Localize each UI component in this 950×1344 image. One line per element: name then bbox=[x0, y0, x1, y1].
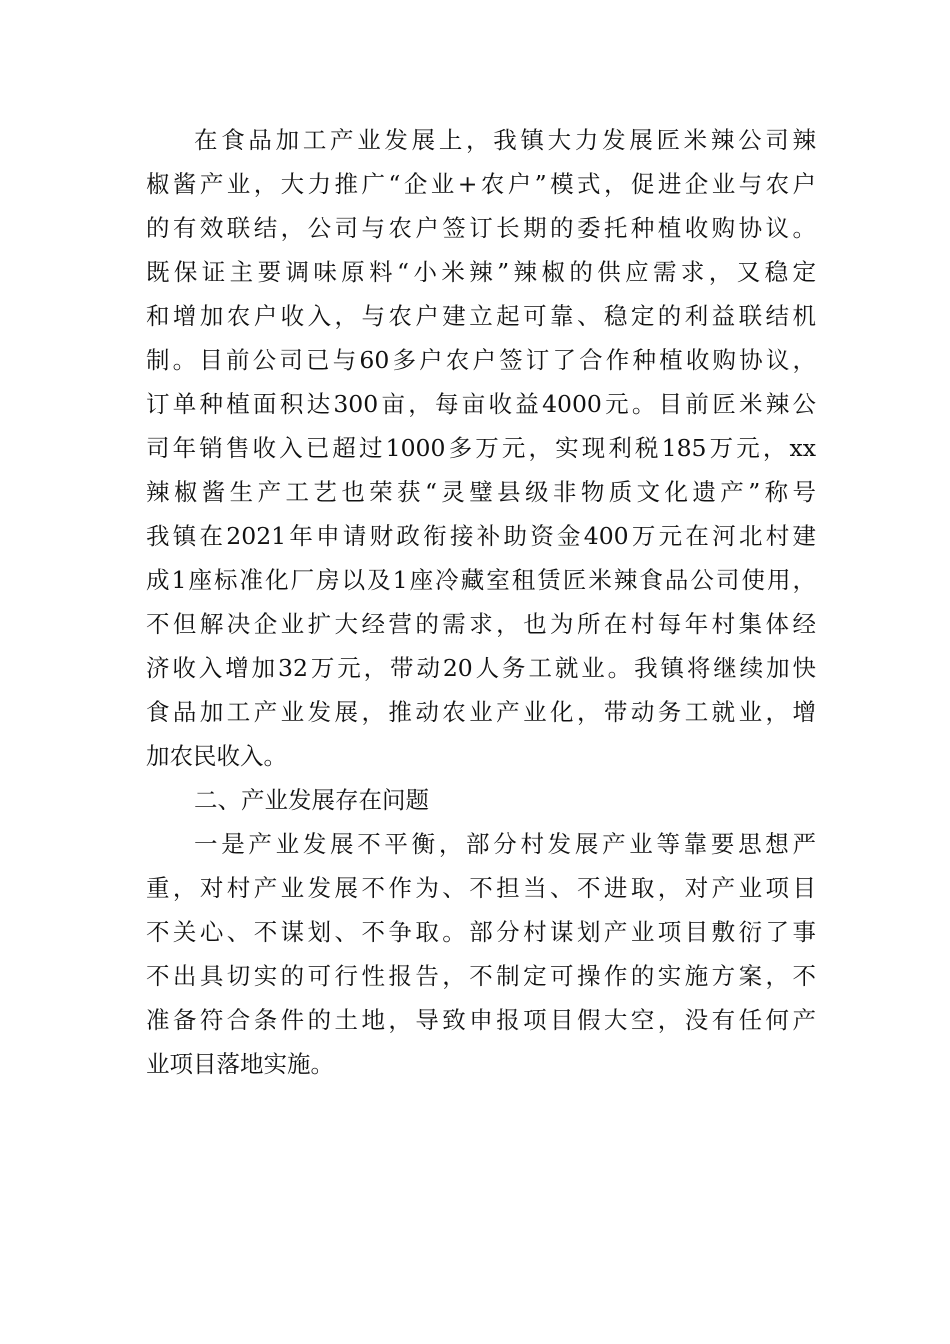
paragraph-line: 我镇在2021年申请财政衔接补助资金400万元在河北村建 bbox=[146, 522, 816, 550]
paragraph-line: 既保证主要调味原料“小米辣”辣椒的供应需求，又稳定 bbox=[146, 258, 816, 286]
paragraph-line: 重，对村产业发展不作为、不担当、不进取，对产业项目 bbox=[146, 874, 816, 902]
paragraph-line: 不出具切实的可行性报告，不制定可操作的实施方案，不 bbox=[146, 962, 816, 990]
paragraph-line: 业项目落地实施。 bbox=[146, 1050, 334, 1078]
paragraph-line: 加农民收入。 bbox=[146, 742, 287, 770]
paragraph-line: 司年销售收入已超过1000多万元，实现利税185万元，xx bbox=[146, 434, 816, 462]
paragraph-food-processing bbox=[146, 118, 816, 778]
paragraph-line: 椒酱产业，大力推广“企业+农户”模式，促进企业与农户 bbox=[146, 170, 816, 198]
paragraph-line: 辣椒酱生产工艺也荣获“灵璧县级非物质文化遗产”称号 bbox=[146, 478, 816, 506]
paragraph-line: 不关心、不谋划、不争取。部分村谋划产业项目敷衍了事 bbox=[146, 918, 816, 946]
paragraph-line: 和增加农户收入，与农户建立起可靠、稳定的利益联结机 bbox=[146, 302, 816, 330]
paragraph-line: 准备符合条件的土地，导致申报项目假大空，没有任何产 bbox=[146, 1006, 816, 1034]
section-heading: 二、产业发展存在问题 bbox=[194, 786, 429, 814]
paragraph-line: 订单种植面积达300亩，每亩收益4000元。目前匠米辣公 bbox=[146, 390, 816, 418]
paragraph-line: 不但解决企业扩大经营的需求，也为所在村每年村集体经 bbox=[146, 610, 816, 638]
paragraph-imbalance bbox=[146, 822, 816, 1086]
paragraph-line: 的有效联结，公司与农户签订长期的委托种植收购协议。 bbox=[146, 214, 816, 242]
document-body bbox=[146, 118, 816, 1086]
paragraph-line: 食品加工产业发展，推动农业产业化，带动务工就业，增 bbox=[146, 698, 816, 726]
paragraph-line: 济收入增加32万元，带动20人务工就业。我镇将继续加快 bbox=[146, 654, 816, 682]
paragraph-line: 制。目前公司已与60多户农户签订了合作种植收购协议， bbox=[146, 346, 816, 374]
paragraph-line: 成1座标准化厂房以及1座冷藏室租赁匠米辣食品公司使用， bbox=[146, 566, 816, 594]
paragraph-line: 在食品加工产业发展上，我镇大力发展匠米辣公司辣 bbox=[194, 126, 816, 154]
paragraph-line: 一是产业发展不平衡，部分村发展产业等靠要思想严 bbox=[194, 830, 816, 858]
